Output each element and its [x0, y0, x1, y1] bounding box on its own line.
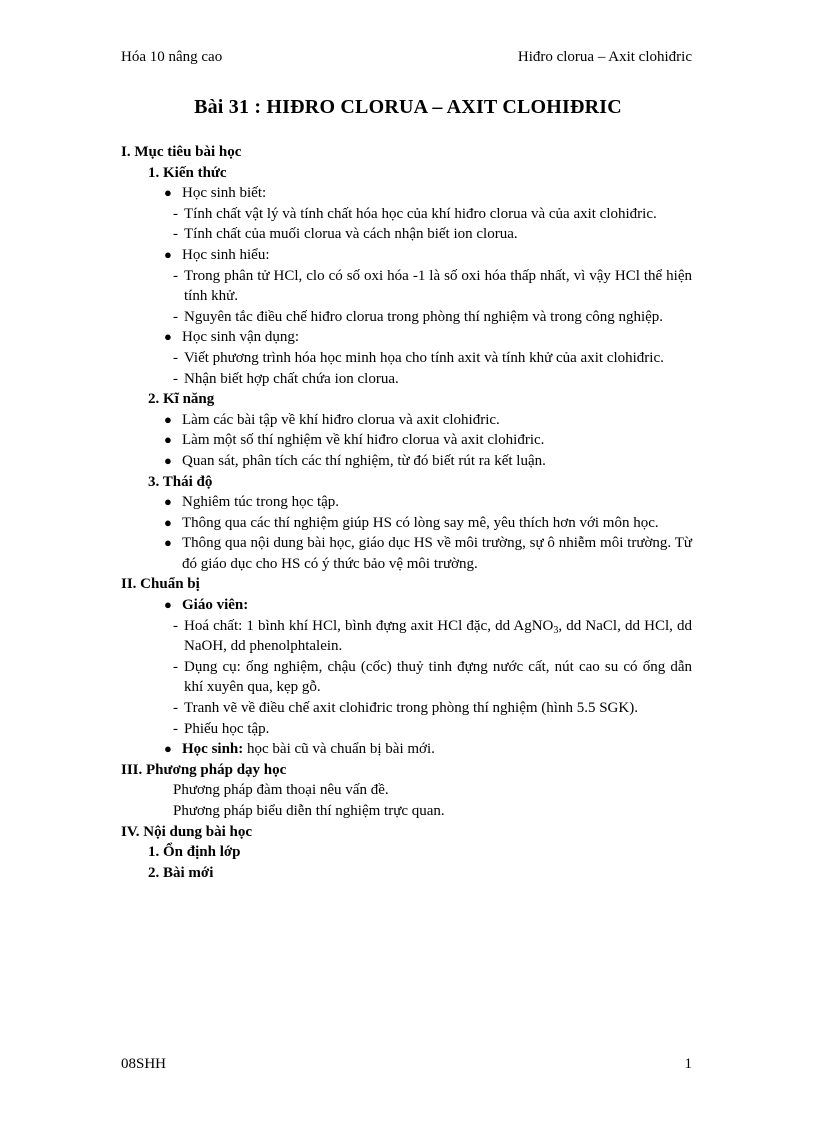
list-item: ● Thông qua các thí nghiệm giúp HS có lòng say mê, yêu thích hơn với môn học.: [121, 513, 692, 534]
numbered-item: 2. Bài mới: [148, 864, 214, 881]
dash-icon: -: [173, 700, 178, 717]
document-body: [121, 142, 692, 883]
dash-icon: -: [173, 308, 178, 325]
subsection-attitude-heading: 3. Thái độ: [148, 473, 213, 490]
numbered-item: 1. Ổn định lớp: [148, 844, 241, 861]
teacher-label: Giáo viên:: [182, 597, 249, 614]
bullet-icon: ●: [164, 741, 172, 757]
list-item: - Viết phương trình hóa học minh họa cho tính axit và tính khử của axit clohiđric.: [121, 348, 692, 369]
list-item: - Tính chất của muối clorua và cách nhận biết ion clorua.: [121, 224, 692, 245]
list-item: - Dụng cụ: ống nghiệm, chậu (cốc) thuỷ tinh đựng nước cất, nút cao su có ống dẫn khí xuyên qua, kẹp gỗ.: [173, 658, 692, 696]
list-item: ● Thông qua nội dung bài học, giáo dục HS về môi trường, sự ô nhiễm môi trường. Từ đó giáo dục cho HS có ý thức bảo vệ môi trường.: [164, 535, 692, 572]
list-item: Phương pháp đàm thoại nêu vấn đề.: [173, 782, 389, 799]
bullet-icon: ●: [164, 432, 172, 448]
list-item: [121, 595, 692, 616]
bullet-icon: ●: [164, 514, 172, 530]
section-2-heading: II. Chuẩn bị: [121, 576, 200, 593]
list-item: - Nguyên tắc điều chế hiđro clorua trong phòng thí nghiệm và trong công nghiệp.: [121, 307, 692, 328]
list-item: - Tranh vẽ về điều chế axit clohiđric trong phòng thí nghiệm (hình 5.5 SGK).: [121, 698, 692, 719]
list-item: ● Học sinh biết:: [121, 183, 692, 204]
bullet-icon: ●: [164, 411, 172, 427]
bullet-icon: ●: [164, 185, 172, 201]
list-item: - Trong phân tử HCl, clo có số oxi hóa -1 là số oxi hóa thấp nhất, vì vậy HCl thể hiện tính khử.: [173, 267, 692, 305]
dash-icon: -: [173, 349, 178, 366]
list-item: ● Học sinh vận dụng:: [121, 327, 692, 348]
subsection-skills-heading: 2. Kĩ năng: [148, 391, 215, 408]
section-3-heading: III. Phương pháp dạy học: [121, 761, 287, 778]
header-right: Hiđro clorua – Axit clohiđric: [517, 49, 692, 65]
list-item: ● Học sinh hiểu:: [121, 245, 692, 266]
list-item: ● Làm các bài tập về khí hiđro clorua và axit clohiđric.: [121, 410, 692, 431]
dash-icon: -: [173, 658, 178, 675]
list-item: ● Học sinh: học bài cũ và chuẩn bị bài mới.: [121, 739, 692, 760]
bullet-icon: ●: [164, 246, 172, 262]
page-number: 1: [684, 1056, 692, 1072]
student-label: Học sinh:: [182, 741, 244, 758]
bullet-icon: ●: [164, 535, 172, 551]
dash-icon: -: [173, 370, 178, 387]
list-item: - Nhận biết hợp chất chứa ion clorua.: [121, 369, 692, 390]
bullet-icon: ●: [164, 452, 172, 468]
bullet-icon: ●: [164, 329, 172, 345]
dash-icon: -: [173, 617, 178, 634]
list-item: ● Nghiêm túc trong học tập.: [121, 492, 692, 513]
list-item: ● Làm một số thí nghiệm về khí hiđro clorua và axit clohiđric.: [121, 430, 692, 451]
dash-icon: -: [173, 205, 178, 222]
list-item: - Hoá chất: 1 bình khí HCl, bình đựng axit HCl đặc, dd AgNO$_3$, dd NaCl, dd HCl, dd NaOH, dd phenolphtalein.: [173, 617, 693, 655]
subsection-knowledge-heading: 1. Kiến thức: [148, 164, 227, 181]
page-title: Bài 31 : HIĐRO CLORUA – AXIT CLOHIĐRIC: [194, 96, 622, 118]
dash-icon: -: [173, 720, 178, 737]
list-item: Phương pháp biểu diễn thí nghiệm trực quan.: [173, 803, 445, 819]
bullet-icon: ●: [164, 597, 172, 613]
header-left: Hóa 10 nâng cao: [121, 49, 223, 65]
dash-icon: -: [173, 267, 178, 284]
list-item: ● Quan sát, phân tích các thí nghiệm, từ đó biết rút ra kết luận.: [121, 451, 692, 472]
bullet-icon: ●: [164, 494, 172, 510]
dash-icon: -: [173, 226, 178, 243]
footer-left: 08SHH: [121, 1056, 167, 1072]
section-4-heading: IV. Nội dung bài học: [121, 823, 253, 840]
section-1-heading: I. Mục tiêu bài học: [121, 144, 242, 160]
list-item: - Phiếu học tập.: [121, 719, 692, 740]
list-item: - Tính chất vật lý và tính chất hóa học của khí hiđro clorua và của axit clohiđric.: [121, 204, 692, 225]
